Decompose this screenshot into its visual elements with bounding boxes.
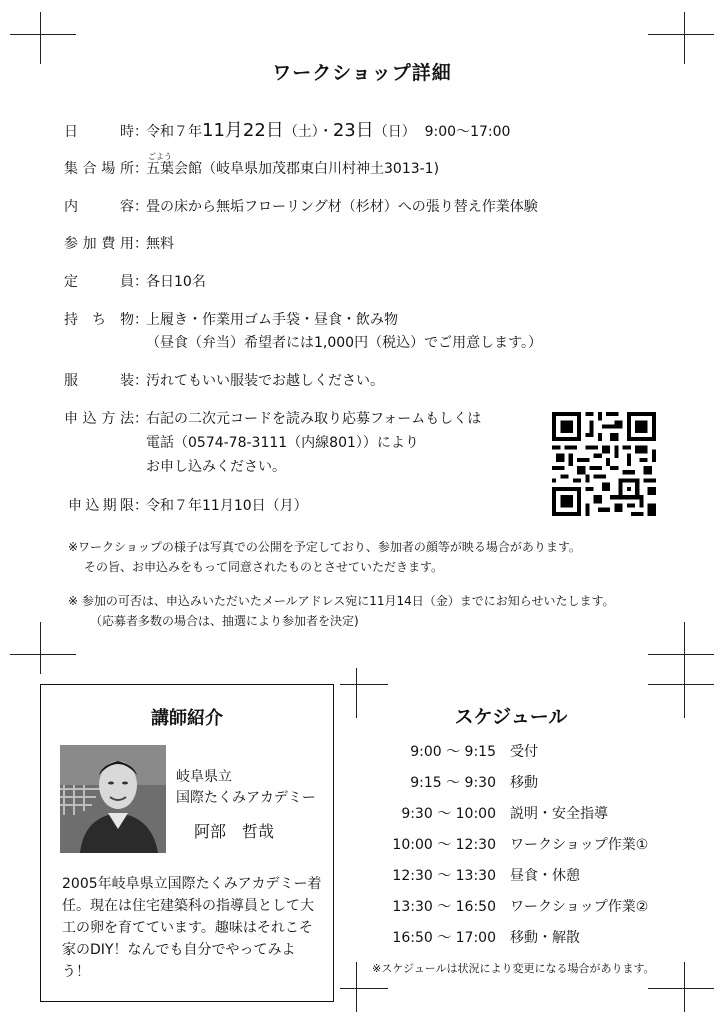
detail-apply: 申込方法：右記の二次元コードを読み取り応募フォームもしくは [64,411,482,427]
detail-label: 定 員 [64,274,134,290]
furigana: ごよう [148,152,172,161]
weekday-2: （日） [373,124,416,140]
crop-mark [648,654,714,655]
crop-mark [684,622,685,674]
note-photo: ※ワークショップの様子は写真での公開を予定しており、参加者の顔等が映る場合があります。 [68,540,581,554]
weekday-1: （土）・ [283,124,333,140]
detail-label: 服 装 [64,373,134,389]
note-lottery: （応募者多数の場合は、抽選により参加者を決定) [90,614,359,628]
detail-content: 内 容：畳の床から無垢フローリング材（杉材）への張り替え作業体験 [64,199,538,215]
detail-value: 右記の二次元コードを読み取り応募フォームもしくは [146,411,482,427]
detail-label: 内 容 [64,199,134,215]
detail-belongings-note: （昼食（弁当）希望者には1,000円（税込）でご用意します。） [146,335,542,351]
detail-label: 申込方法 [64,411,134,427]
detail-datetime: 日 時：令和７年11月22日（土）・23日（日） 9:00～17:00 [64,120,511,141]
schedule-time: 9:15 ～ 9:30 [410,775,496,791]
era-year: 令和７年 [146,124,202,140]
date-2: 23日 [332,120,374,141]
venue-address: （岐阜県加茂郡東白川村神土3013-1) [202,161,440,177]
schedule-time: 9:00 ～ 9:15 [410,744,496,760]
instructor-photo [60,745,166,853]
note-selection: ※ 参加の可否は、申込みいただいたメールアドレス宛に11月14日（金）までにお知らせいたします。 [68,594,615,608]
instructor-org-1: 岐阜県立 [176,769,232,785]
crop-mark [684,12,685,64]
note-photo-consent: その旨、お申込みをもって同意されたものとさせていただきます。 [84,560,444,574]
detail-belongings: 持 ち 物：上履き・作業用ゴム手袋・昼食・飲み物 [64,312,398,328]
detail-label: 持 ち 物 [64,312,134,328]
detail-apply-line2: 電話（0574-78-3111（内線801））により [146,435,419,451]
detail-value: 令和７年11月10日（月） [146,498,308,514]
detail-value: 畳の床から無垢フローリング材（杉材）への張り替え作業体験 [146,199,538,215]
instructor-org-2: 国際たくみアカデミー [176,790,316,806]
schedule-row [366,866,580,886]
schedule-time: 12:30 ～ 13:30 [392,868,496,884]
instructor-bio: 2005年岐阜県立国際たくみアカデミー着任。現在は住宅建築科の指導員として大工の卵を育てています。趣味はそれこそ家のDIY！なんでも自分でやってみよう！ [62,876,322,980]
detail-value: 無料 [146,236,174,252]
detail-venue: 集合場所： ごよう 五葉会館（岐阜県加茂郡東白川村神土3013-1) [64,159,439,179]
crop-mark [40,12,41,64]
crop-mark [684,962,685,1012]
venue-name: 五葉会館 [146,161,202,177]
detail-value: 汚れてもいい服装でお越しください。 [146,373,384,389]
crop-mark [684,668,685,718]
schedule-row [366,928,580,948]
crop-mark [340,988,388,989]
schedule-row [366,773,538,793]
schedule-heading: スケジュール [454,706,568,728]
detail-label: 日 時 [64,124,134,140]
detail-deadline: 申込期限：令和７年11月10日（月） [68,498,308,514]
crop-mark [356,668,357,718]
instructor-heading: 講師紹介 [151,708,223,729]
schedule-row [366,742,538,762]
schedule-activity: ワークショップ作業② [510,899,649,915]
time-range: 9:00～17:00 [424,124,511,140]
schedule-activity: 移動 [510,775,538,791]
schedule-note: ※スケジュールは状況により変更になる場合があります。 [372,962,655,975]
schedule-row [366,804,608,824]
crop-mark [10,34,76,35]
detail-value: 上履き・作業用ゴム手袋・昼食・飲み物 [146,312,398,328]
detail-apply-line3: お申し込みください。 [146,459,286,475]
crop-mark [356,962,357,1012]
schedule-row [366,835,648,855]
schedule-time: 9:30 ～ 10:00 [401,806,496,822]
detail-fee: 参加費用：無料 [64,236,174,252]
page-title: ワークショップ詳細 [272,62,452,84]
schedule-activity: 昼食・休憩 [510,868,580,884]
crop-mark [648,684,714,685]
detail-clothing: 服 装：汚れてもいい服装でお越しください。 [64,373,384,389]
crop-mark [40,622,41,674]
schedule-time: 10:00 ～ 12:30 [392,837,496,853]
schedule-time: 16:50 ～ 17:00 [392,930,496,946]
detail-capacity: 定 員：各日10名 [64,274,206,290]
schedule-row [366,897,648,917]
crop-mark [648,988,714,989]
detail-label: 申込期限 [68,498,134,514]
schedule-time: 13:30 ～ 16:50 [392,899,496,915]
crop-mark [648,34,714,35]
schedule-activity: 説明・安全指導 [510,806,608,822]
detail-label: 集合場所 [64,161,134,177]
instructor-name: 阿部 哲哉 [194,822,275,841]
detail-label: 参加費用 [64,236,134,252]
detail-value: 各日10名 [146,274,206,290]
schedule-activity: 移動・解散 [510,930,580,946]
crop-mark [10,654,76,655]
crop-mark [340,684,388,685]
schedule-activity: 受付 [510,744,538,760]
schedule-activity: ワークショップ作業① [510,837,649,853]
date-1: 11月22日 [202,120,284,141]
qr-code-image[interactable] [552,412,656,516]
